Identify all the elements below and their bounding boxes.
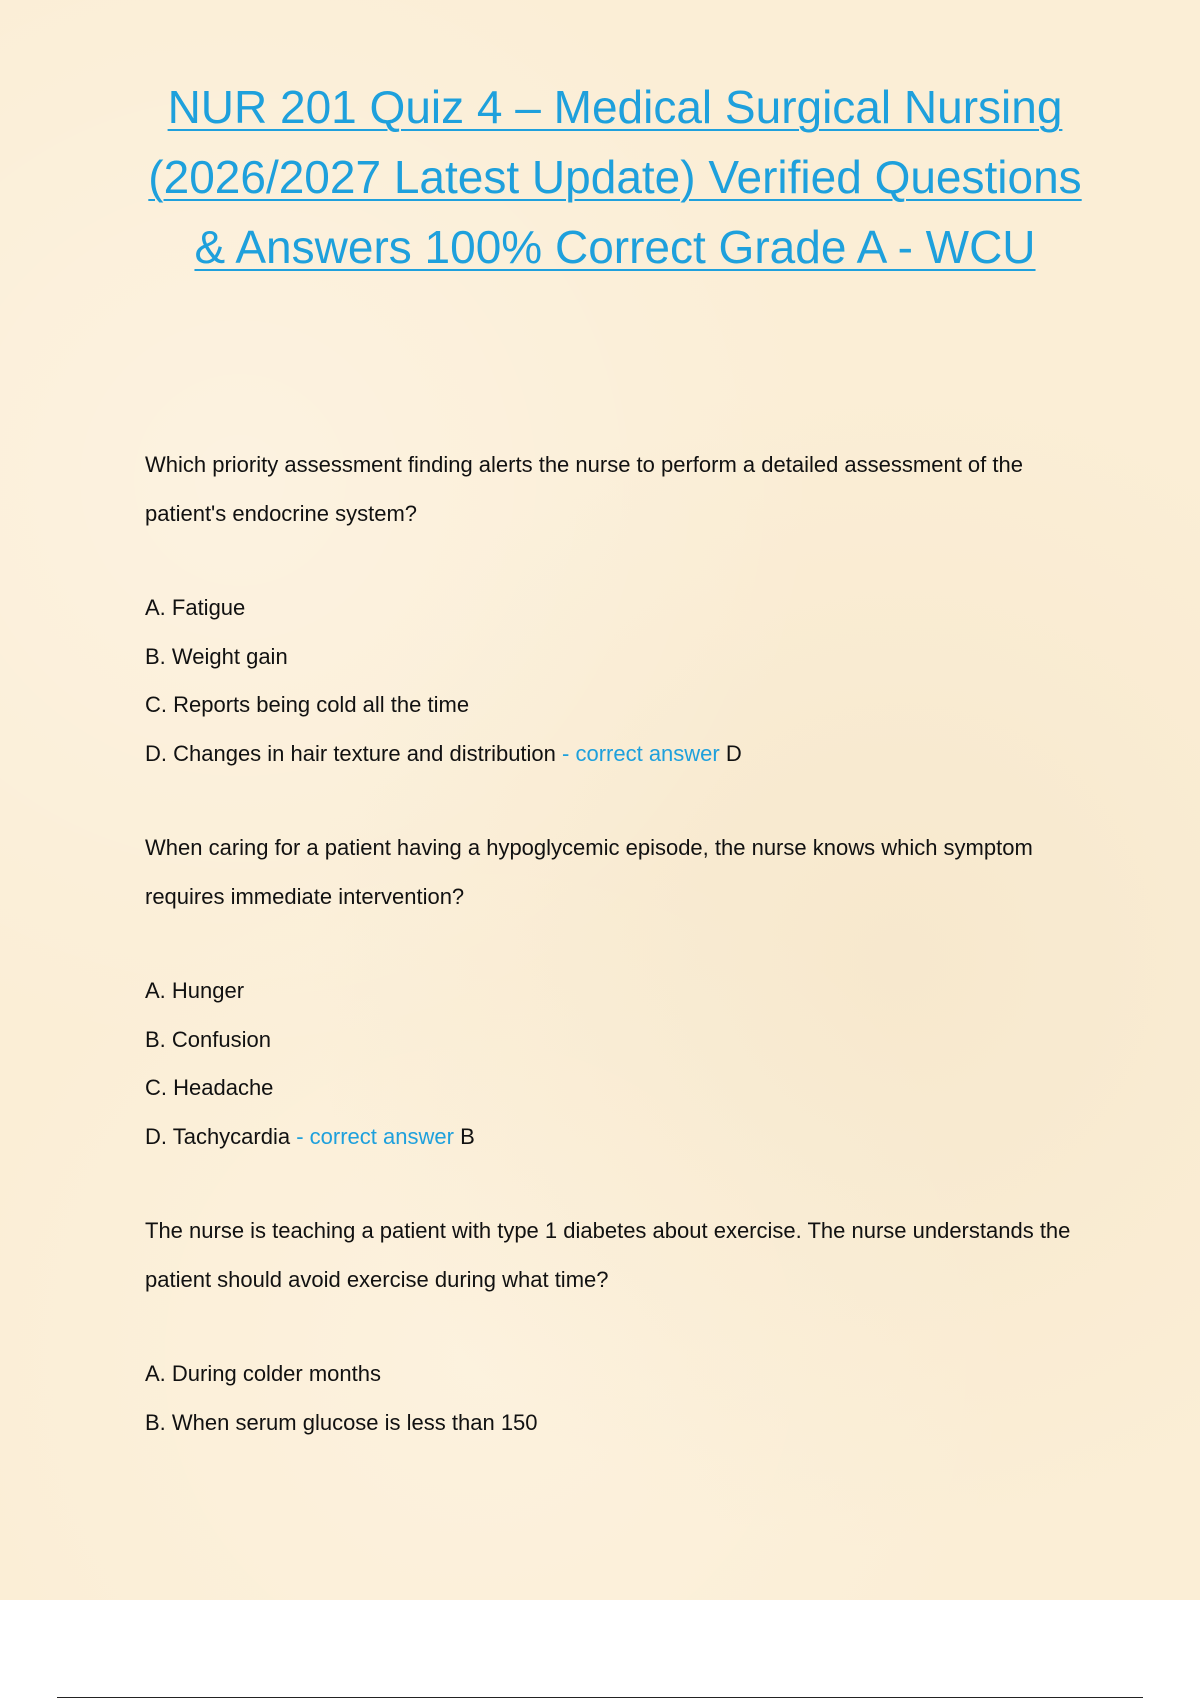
question-block — [145, 1206, 1085, 1447]
question-block — [145, 823, 1085, 1161]
option-d — [145, 730, 1085, 779]
quiz-content — [145, 440, 1085, 1492]
option-a: A. Fatigue — [145, 595, 246, 620]
question-text: When caring for a patient having a hypoglycemic episode, the nurse knows which symptom requires immediate intervention? — [145, 835, 1033, 909]
option-b: B. Weight gain — [145, 643, 288, 669]
option-c: C. Reports being cold all the time — [145, 692, 470, 717]
footer-divider — [57, 1697, 1143, 1698]
options-list — [145, 1350, 1085, 1447]
correct-answer-value: B — [453, 1123, 475, 1149]
document-title: NUR 201 Quiz 4 – Medical Surgical Nursing (2026/2027 Latest Update) Verified Questions & Answers 100% Correct Grade A - WCU — [148, 81, 1082, 273]
option-a: A. Hunger — [145, 978, 245, 1003]
option-c: C. Headache — [145, 1075, 274, 1100]
question-text: Which priority assessment finding alerts the nurse to perform a detailed assessment of the patient's endocrine system? — [145, 452, 1023, 526]
option-b: B. When serum glucose is less than 150 — [145, 1409, 538, 1435]
correct-answer-label: correct answer — [309, 1123, 454, 1149]
option-d-text: D. Tachycardia — [145, 1123, 291, 1149]
question-block — [145, 440, 1085, 778]
option-b: B. Confusion — [145, 1026, 271, 1052]
question-text: The nurse is teaching a patient with type 1 diabetes about exercise. The nurse understands the patient should avoid exercise during what time? — [145, 1218, 1071, 1292]
option-d — [145, 1113, 1085, 1162]
correct-answer-value: D — [719, 740, 742, 766]
answer-separator: - — [290, 1123, 310, 1149]
correct-answer-label: correct answer — [575, 740, 720, 766]
answer-separator: - — [555, 740, 576, 766]
options-list — [145, 967, 1085, 1161]
option-a: A. During colder months — [145, 1361, 381, 1386]
options-list — [145, 584, 1085, 778]
option-d-text: D. Changes in hair texture and distribution — [145, 740, 556, 766]
